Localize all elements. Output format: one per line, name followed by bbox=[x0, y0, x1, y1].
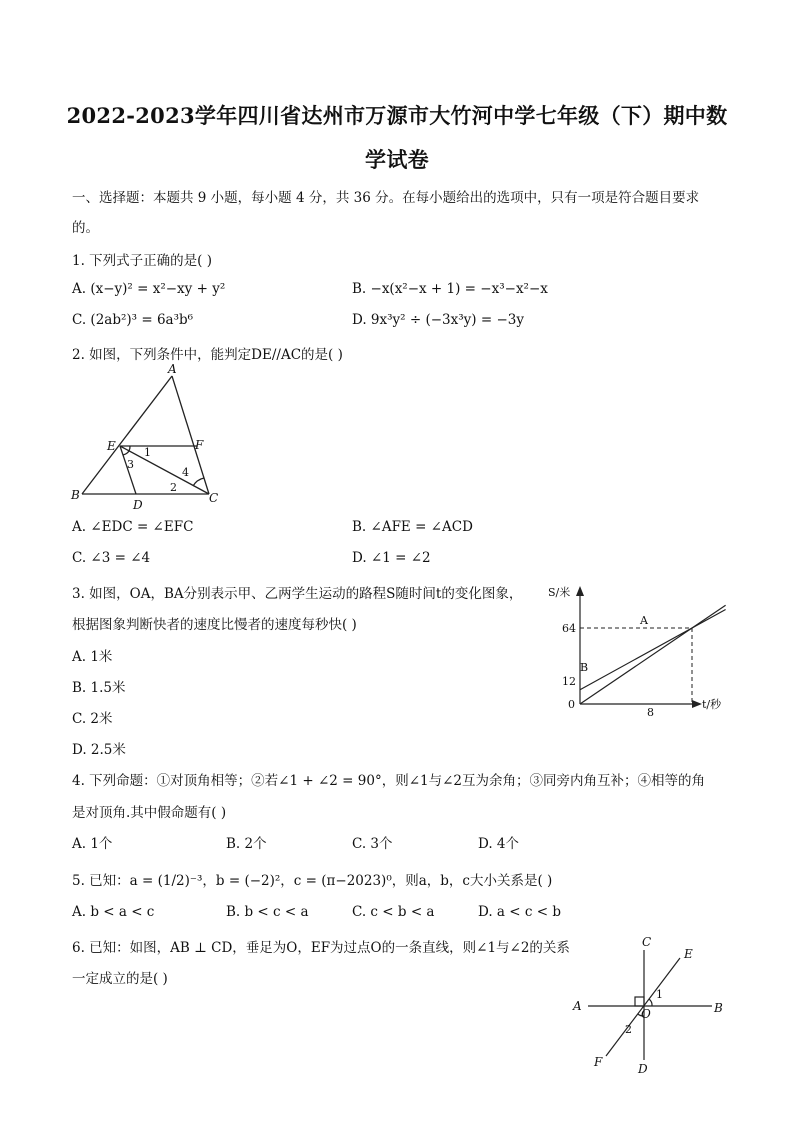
q2-option-d: D. ∠1 = ∠2 bbox=[352, 550, 431, 566]
angle-arc-1 bbox=[129, 446, 130, 451]
x-tick-8: 8 bbox=[647, 706, 654, 719]
q4-stem: 4. 下列命题：①对顶角相等；②若∠1 + ∠2 = 90°，则∠1与∠2互为余角；③同旁内角互补；④相等的角 bbox=[72, 773, 705, 789]
point-label-a: A bbox=[640, 614, 648, 627]
q2-option-c: C. ∠3 = ∠4 bbox=[72, 550, 151, 566]
q1-option-d: D. 9x³y² ÷ (−3x³y) = −3y bbox=[352, 312, 524, 328]
angle-arc-3 bbox=[123, 451, 129, 455]
q6-stem: 6. 已知：如图，AB ⊥ CD，垂足为O，EF为过点O的一条直线，则∠1与∠2的关系 bbox=[72, 940, 570, 956]
angle-label-2: 2 bbox=[625, 1023, 632, 1036]
section-heading-cont: 的。 bbox=[72, 220, 99, 236]
q4-stem-cont: 是对顶角.其中假命题有( ) bbox=[72, 805, 227, 821]
q4-option-a: A. 1个 bbox=[72, 836, 113, 852]
label-O: O bbox=[641, 1007, 651, 1021]
q2-option-b: B. ∠AFE = ∠ACD bbox=[352, 519, 473, 535]
paper-title-line2: 学试卷 bbox=[365, 147, 429, 172]
q6-perpendicular-figure bbox=[568, 932, 734, 1077]
q1-option-a: A. (x−y)² = x²−xy + y² bbox=[72, 281, 226, 297]
paper-title-line1: 2022-2023学年四川省达州市万源市大竹河中学七年级（下）期中数 bbox=[66, 103, 728, 128]
label-F: F bbox=[195, 438, 204, 452]
series-line-ba bbox=[580, 609, 726, 689]
q3-option-a: A. 1米 bbox=[72, 649, 113, 665]
label-D: D bbox=[133, 498, 143, 512]
label-C: C bbox=[209, 491, 219, 505]
label-F: F bbox=[594, 1055, 603, 1069]
q2-option-a: A. ∠EDC = ∠EFC bbox=[72, 519, 194, 535]
q4-option-b: B. 2个 bbox=[226, 836, 267, 852]
label-B: B bbox=[714, 1001, 723, 1015]
angle-label-1: 1 bbox=[656, 988, 663, 1001]
angle-label-3: 3 bbox=[127, 458, 134, 471]
label-C: C bbox=[642, 935, 652, 949]
q5-stem: 5. 已知：a = (1/2)⁻³，b = (−2)²，c = (π−2023)⁰，则a，b，c大小关系是( ) bbox=[72, 873, 553, 889]
q5-option-b: B. b < c < a bbox=[226, 904, 309, 920]
y-tick-12: 12 bbox=[562, 675, 576, 688]
q2-stem: 2. 如图，下列条件中，能判定DE//AC的是( ) bbox=[72, 347, 343, 363]
q4-option-c: C. 3个 bbox=[352, 836, 393, 852]
angle-arc-2-4 bbox=[193, 478, 204, 486]
q5-option-c: C. c < b < a bbox=[352, 904, 435, 920]
x-axis-arrow bbox=[692, 700, 702, 708]
label-A: A bbox=[168, 362, 177, 376]
label-B: B bbox=[71, 488, 80, 502]
section-heading: 一、选择题：本题共 9 小题，每小题 4 分，共 36 分。在每小题给出的选项中，只有一项是符合题目要求 bbox=[72, 190, 700, 206]
label-E: E bbox=[684, 947, 693, 961]
origin-label: 0 bbox=[568, 698, 575, 711]
q3-option-c: C. 2米 bbox=[72, 711, 113, 727]
angle-arc-1 bbox=[649, 999, 652, 1006]
label-E: E bbox=[107, 439, 116, 453]
q1-option-c: C. (2ab²)³ = 6a³b⁶ bbox=[72, 312, 194, 328]
label-A: A bbox=[573, 999, 582, 1013]
angle-label-4: 4 bbox=[182, 466, 189, 479]
series-line-oa bbox=[580, 605, 726, 704]
y-tick-64: 64 bbox=[562, 622, 576, 635]
point-label-b: B bbox=[580, 661, 589, 674]
q5-option-d: D. a < c < b bbox=[478, 904, 561, 920]
angle-label-1: 1 bbox=[144, 446, 151, 459]
q3-distance-time-graph bbox=[540, 580, 740, 720]
q6-stem-cont: 一定成立的是( ) bbox=[72, 971, 168, 987]
q4-option-d: D. 4个 bbox=[478, 836, 520, 852]
label-D: D bbox=[638, 1062, 648, 1076]
y-axis-label: S/米 bbox=[548, 586, 571, 599]
y-axis-arrow bbox=[576, 586, 584, 596]
q2-triangle-figure bbox=[64, 362, 234, 514]
q3-stem-cont: 根据图象判断快者的速度比慢者的速度每秒快( ) bbox=[72, 617, 357, 633]
angle-label-2: 2 bbox=[170, 481, 177, 494]
right-angle-mark bbox=[635, 997, 644, 1006]
q3-option-d: D. 2.5米 bbox=[72, 742, 126, 758]
q3-stem: 3. 如图，OA，BA分别表示甲、乙两学生运动的路程S随时间t的变化图象， bbox=[72, 586, 523, 602]
q3-option-b: B. 1.5米 bbox=[72, 680, 126, 696]
q1-stem: 1. 下列式子正确的是( ) bbox=[72, 253, 212, 269]
side-AB bbox=[82, 376, 172, 494]
q5-option-a: A. b < a < c bbox=[72, 904, 155, 920]
x-axis-label: t/秒 bbox=[702, 698, 722, 711]
q1-option-b: B. −x(x²−x + 1) = −x³−x²−x bbox=[352, 281, 548, 297]
